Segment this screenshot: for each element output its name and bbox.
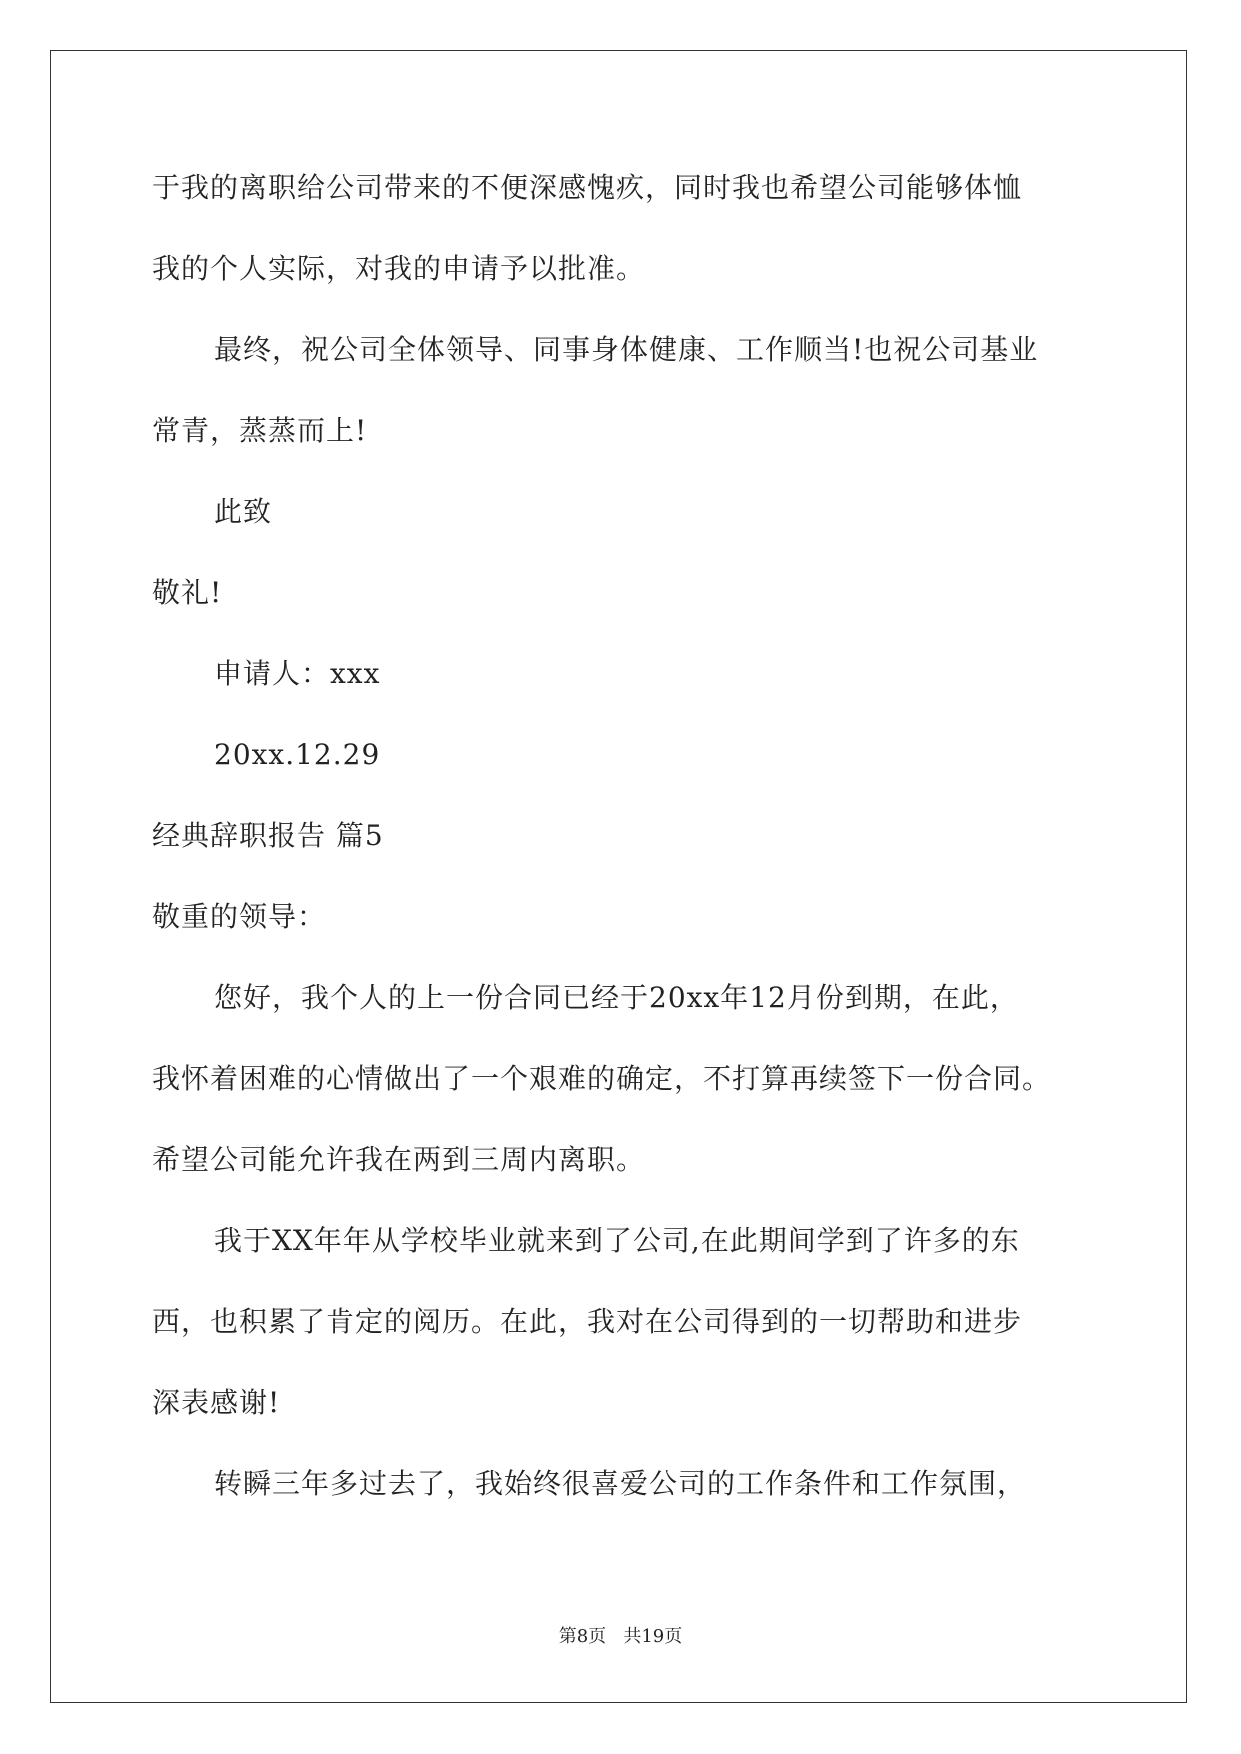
body-text-line: 于我的离职给公司带来的不便深感愧疚，同时我也希望公司能够体恤 bbox=[152, 171, 1023, 204]
body-text-line: 希望公司能允许我在两到三周内离职。 bbox=[152, 1143, 646, 1176]
body-text-line: 您好，我个人的上一份合同已经于20xx年12月份到期，在此， bbox=[214, 981, 1019, 1014]
body-text-line: 我的个人实际，对我的申请予以批准。 bbox=[152, 252, 646, 285]
body-text-line: 深表感谢! bbox=[152, 1386, 281, 1419]
applicant-signature: 申请人：xxx bbox=[214, 657, 381, 690]
letter-greeting: 敬重的领导： bbox=[152, 900, 327, 933]
body-text-line: 最终，祝公司全体领导、同事身体健康、工作顺当!也祝公司基业 bbox=[214, 333, 1039, 366]
signature-date: 20xx.12.29 bbox=[214, 738, 381, 771]
section-heading: 经典辞职报告 篇5 bbox=[152, 819, 384, 852]
body-text-line: 我于XX年年从学校毕业就来到了公司,在此期间学到了许多的东 bbox=[214, 1224, 1020, 1257]
body-text-line: 我怀着困难的心情做出了一个艰难的确定，不打算再续签下一份合同。 bbox=[152, 1062, 1052, 1095]
body-text-line: 常青，蒸蒸而上! bbox=[152, 414, 368, 447]
page-number-footer: 第8页 共19页 bbox=[558, 1626, 683, 1647]
closing-regards: 敬礼! bbox=[152, 576, 223, 609]
body-text-line: 西，也积累了肯定的阅历。在此，我对在公司得到的一切帮助和进步 bbox=[152, 1305, 1023, 1338]
closing-salutation: 此致 bbox=[214, 495, 273, 528]
body-text-line: 转瞬三年多过去了，我始终很喜爱公司的工作条件和工作氛围， bbox=[214, 1467, 1027, 1500]
page-border bbox=[50, 50, 1187, 1703]
